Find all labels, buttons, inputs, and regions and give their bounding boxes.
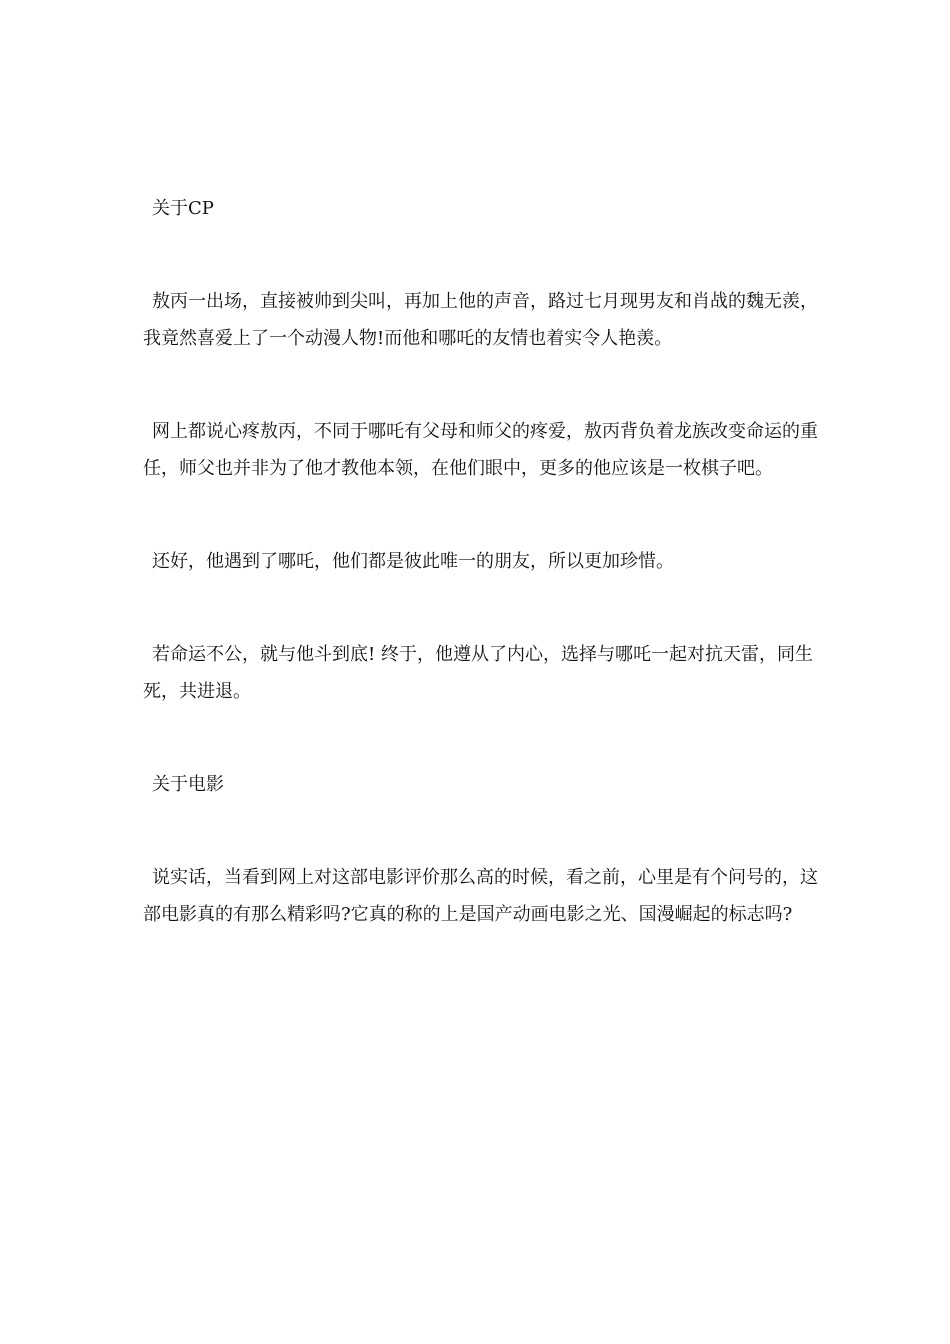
paragraph-aobing-burden: 网上都说心疼敖丙，不同于哪吒有父母和师父的疼爱，敖丙背负着龙族改变命运的重任，师父也并非为了他才教他本领，在他们眼中，更多的他应该是一枚棋子吧。 (143, 421, 818, 479)
paragraph-aobing-intro: 敖丙一出场，直接被帅到尖叫，再加上他的声音，路过七月现男友和肖战的魏无羡，我竟然喜爱上了一个动漫人物!而他和哪吒的友情也着实令人艳羡。 (143, 291, 818, 349)
document-body (143, 190, 823, 933)
paragraph-friendship: 还好，他遇到了哪吒，他们都是彼此唯一的朋友，所以更加珍惜。 (152, 551, 674, 572)
paragraph-movie-review: 说实话，当看到网上对这部电影评价那么高的时候，看之前，心里是有个问号的，这部电影真的有那么精彩吗?它真的称的上是国产动画电影之光、国漫崛起的标志吗? (143, 867, 818, 925)
section-heading-cp: 关于CP (152, 198, 214, 219)
section-heading-movie: 关于电影 (152, 774, 224, 795)
paragraph-fate: 若命运不公，就与他斗到底! 终于，他遵从了内心，选择与哪吒一起对抗天雷，同生死，共进退。 (143, 644, 813, 702)
